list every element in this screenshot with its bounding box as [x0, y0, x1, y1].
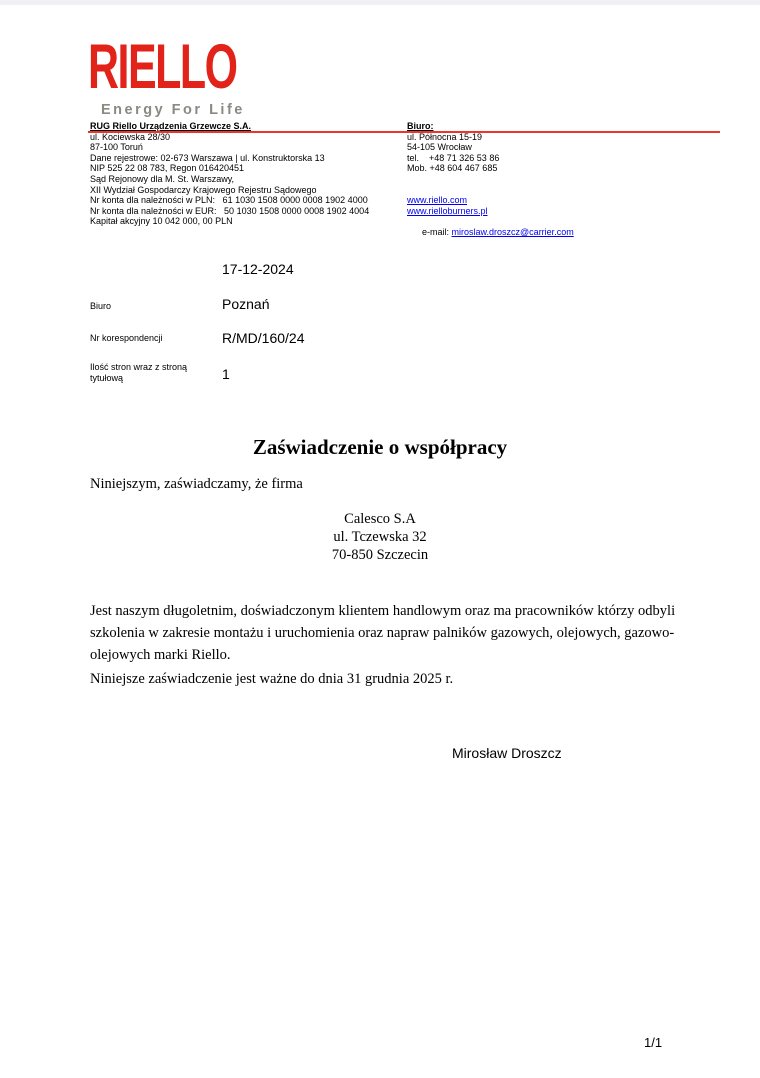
- client-name: Calesco S.A: [344, 511, 416, 527]
- intro-line: Niniejszym, zaświadczamy, że firma: [90, 476, 303, 492]
- email-link[interactable]: miroslaw.droszcz@carrier.com: [451, 226, 574, 237]
- client-address-block: [0, 510, 760, 564]
- riello-tagline: Energy For Life: [101, 102, 245, 118]
- email-label: e-mail:: [422, 226, 452, 237]
- page-count-value: 1: [222, 366, 230, 382]
- office-city: 54-105 Wrocław: [407, 142, 472, 153]
- link-riello-com[interactable]: www.riello.com: [407, 195, 468, 206]
- riello-wordmark: RIELLO: [88, 31, 237, 102]
- office-field-value: Poznań: [222, 296, 270, 312]
- page-top-edge: [0, 0, 760, 5]
- company-account-pln: Nr konta dla należności w PLN: 61 1030 1508 0000 0008 1902 4000: [90, 195, 368, 206]
- document-title: Zaświadczenie o współpracy: [252, 435, 508, 459]
- company-city: 87-100 Toruń: [90, 142, 143, 153]
- page-number: 1/1: [644, 1035, 663, 1050]
- letter-date: 17-12-2024: [222, 261, 294, 277]
- company-name: RUG Riello Urządzenia Grzewcze S.A.: [90, 121, 252, 131]
- company-details-column: [90, 121, 406, 227]
- company-street: ul. Kociewska 28/30: [90, 131, 171, 142]
- correspondence-number-label: Nr korespondencji: [90, 333, 163, 343]
- office-phone: tel. +48 71 326 53 86: [407, 152, 500, 163]
- company-court-line2: XII Wydział Gospodarczy Krajowego Rejestru Sądowego: [90, 184, 317, 195]
- page-count-label: Ilość stron wraz z stroną tytułową: [90, 362, 188, 383]
- client-city: 70-850 Szczecin: [331, 547, 429, 563]
- office-street: ul. Północna 15-19: [407, 131, 483, 142]
- riello-logo: [88, 31, 289, 118]
- validity-paragraph: Niniejsze zaświadczenie jest ważne do dnia 31 grudnia 2025 r.: [90, 671, 454, 687]
- signature-name: Mirosław Droszcz: [452, 745, 562, 761]
- office-mobile: Mob. +48 604 467 685: [407, 163, 498, 174]
- company-capital: Kapitał akcyjny 10 042 000, 00 PLN: [90, 216, 233, 227]
- link-rielloburners-pl[interactable]: www.rielloburners.pl: [407, 205, 488, 216]
- correspondence-number-value: R/MD/160/24: [222, 330, 305, 346]
- office-title: Biuro:: [407, 121, 434, 131]
- company-nip-regon: NIP 525 22 08 783, Regon 016420451: [90, 163, 244, 174]
- company-court-line1: Sąd Rejonowy dla M. St. Warszawy,: [90, 173, 235, 184]
- office-field-label: Biuro: [90, 301, 112, 311]
- header-spacer: [407, 174, 723, 195]
- office-details-column: [407, 121, 723, 248]
- company-registry-address: Dane rejestrowe: 02-673 Warszawa | ul. Konstruktorska 13: [90, 152, 325, 163]
- client-street: ul. Tczewska 32: [333, 529, 427, 545]
- statement-paragraph: Jest naszym długoletnim, doświadczonym klientem handlowym oraz ma pracowników którzy odbyli szkolenia w zakresie montażu i uruchomienia oraz napraw palników gazowych, olejowych, gazowo-olejowych marki Riello.: [90, 603, 676, 663]
- company-account-eur: Nr konta dla należności w EUR: 50 1030 1508 0000 0008 1902 4004: [90, 205, 370, 216]
